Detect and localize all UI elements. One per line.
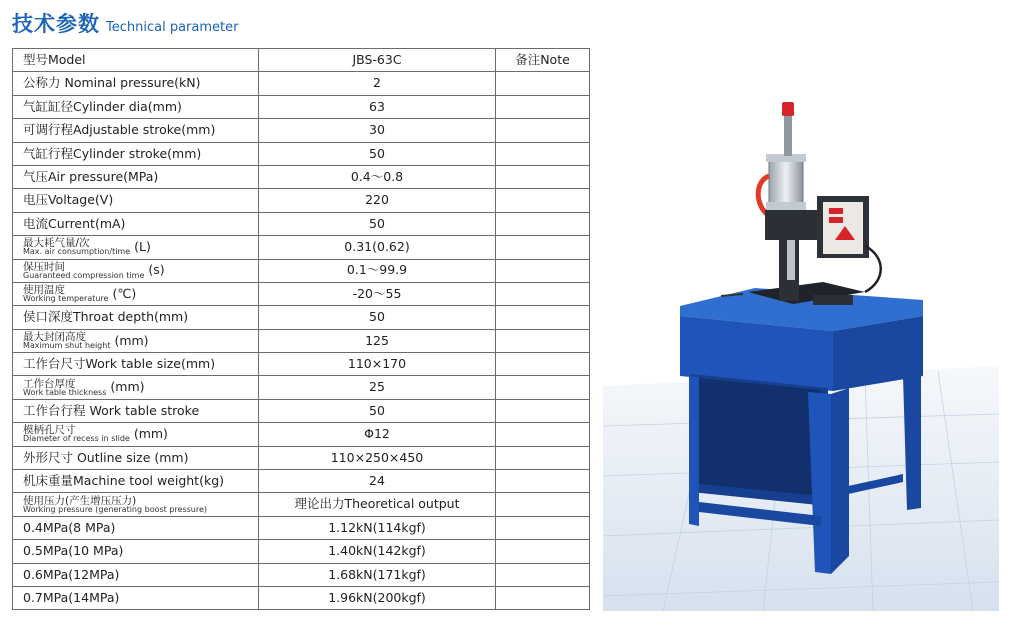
param-note — [496, 282, 590, 305]
param-label — [13, 236, 259, 259]
param-label: 工作台行程 Work table stroke — [13, 399, 259, 422]
param-unit: (L) — [134, 239, 151, 255]
table-row — [13, 259, 590, 282]
param-value: 理论出力Theoretical output — [259, 493, 496, 516]
param-value: 110×170 — [259, 353, 496, 376]
param-label-zh: 模柄孔尺寸 — [23, 424, 76, 437]
param-note — [496, 423, 590, 446]
param-label: 侯口深度Throat depth(mm) — [13, 306, 259, 329]
table-row — [13, 423, 590, 446]
param-note — [496, 516, 590, 539]
table-row — [13, 540, 590, 563]
note-label: 备注Note — [496, 49, 590, 72]
param-label: 0.6MPa(12MPa) — [13, 563, 259, 586]
param-unit: (s) — [148, 262, 165, 278]
table-row — [13, 516, 590, 539]
param-note — [496, 212, 590, 235]
param-value: 50 — [259, 142, 496, 165]
param-value: 220 — [259, 189, 496, 212]
param-label-zh: 最大耗气量/次 — [23, 237, 90, 250]
param-note — [496, 586, 590, 609]
param-value: 0.1～99.9 — [259, 259, 496, 282]
table-row — [13, 446, 590, 469]
param-value: 1.12kN(114kgf) — [259, 516, 496, 539]
param-label-en: Max. air consumption/time — [23, 247, 131, 257]
table-header-row — [13, 49, 590, 72]
model-value: JBS-63C — [259, 49, 496, 72]
param-label: 0.7MPa(14MPa) — [13, 586, 259, 609]
table-row — [13, 119, 590, 142]
param-value: 50 — [259, 306, 496, 329]
param-label-en: Guaranteed compression time — [23, 270, 145, 280]
table-row — [13, 493, 590, 516]
param-note — [496, 446, 590, 469]
param-label: 0.4MPa(8 MPa) — [13, 516, 259, 539]
param-label: 电流Current(mA) — [13, 212, 259, 235]
param-label — [13, 376, 259, 399]
param-value: 50 — [259, 399, 496, 422]
param-note — [496, 329, 590, 352]
param-label — [13, 493, 259, 516]
table-row — [13, 306, 590, 329]
param-label: 机床重量Machine tool weight(kg) — [13, 470, 259, 493]
table-row — [13, 165, 590, 188]
param-label-zh: 保压时间 — [23, 260, 65, 273]
param-label-zh: 使用压力(产生增压压力) — [23, 494, 137, 507]
param-label-en: Diameter of recess in slide — [23, 434, 130, 444]
param-label — [13, 423, 259, 446]
param-value: 0.31(0.62) — [259, 236, 496, 259]
param-note — [496, 470, 590, 493]
param-value: 1.68kN(171kgf) — [259, 563, 496, 586]
param-value: 50 — [259, 212, 496, 235]
param-label: 0.5MPa(10 MPa) — [13, 540, 259, 563]
table-row — [13, 95, 590, 118]
param-value: 110×250×450 — [259, 446, 496, 469]
param-note — [496, 72, 590, 95]
param-note — [496, 306, 590, 329]
title-chinese: 技术参数 — [12, 12, 100, 36]
param-label-zh: 使用温度 — [23, 284, 65, 297]
param-note — [496, 563, 590, 586]
param-label — [13, 259, 259, 282]
param-value: 63 — [259, 95, 496, 118]
param-note — [496, 142, 590, 165]
table-row — [13, 470, 590, 493]
table-row — [13, 212, 590, 235]
title-english: Technical parameter — [106, 20, 239, 35]
table-row — [13, 142, 590, 165]
table-row — [13, 586, 590, 609]
param-label-en: Working pressure (generating boost pressure) — [23, 504, 208, 514]
table-row — [13, 282, 590, 305]
param-label: 公称力 Nominal pressure(kN) — [13, 72, 259, 95]
param-note — [496, 95, 590, 118]
param-note — [496, 236, 590, 259]
param-label: 可调行程Adjustable stroke(mm) — [13, 119, 259, 142]
param-note — [496, 119, 590, 142]
param-note — [496, 165, 590, 188]
param-value: 1.40kN(142kgf) — [259, 540, 496, 563]
param-label — [13, 329, 259, 352]
param-label: 气缸行程Cylinder stroke(mm) — [13, 142, 259, 165]
param-value: 25 — [259, 376, 496, 399]
param-value: 24 — [259, 470, 496, 493]
param-value: -20～55 — [259, 282, 496, 305]
param-note — [496, 399, 590, 422]
param-value: 1.96kN(200kgf) — [259, 586, 496, 609]
param-value: 2 — [259, 72, 496, 95]
param-label-en: Work table thickness — [23, 387, 107, 397]
param-label-zh: 最大封闭高度 — [23, 330, 86, 343]
param-label-zh: 工作台厚度 — [23, 377, 76, 390]
table-row — [13, 376, 590, 399]
param-label-en: Working temperature — [23, 294, 109, 304]
param-note — [496, 493, 590, 516]
param-label: 气缸缸径Cylinder dia(mm) — [13, 95, 259, 118]
param-label: 电压Voltage(V) — [13, 189, 259, 212]
param-label: 外形尺寸 Outline size (mm) — [13, 446, 259, 469]
param-note — [496, 353, 590, 376]
param-note — [496, 376, 590, 399]
param-unit: (mm) — [114, 332, 149, 348]
param-value: Φ12 — [259, 423, 496, 446]
param-value: 30 — [259, 119, 496, 142]
param-note — [496, 540, 590, 563]
param-unit: (mm) — [110, 379, 145, 395]
table-row — [13, 399, 590, 422]
table-row — [13, 189, 590, 212]
param-unit: (℃) — [112, 285, 137, 301]
table-row — [13, 72, 590, 95]
table-row — [13, 236, 590, 259]
table-row — [13, 353, 590, 376]
table-row — [13, 329, 590, 352]
param-label-en: Maximum shut height — [23, 340, 111, 350]
table-row — [13, 563, 590, 586]
param-note — [496, 259, 590, 282]
machine-photo — [603, 96, 999, 611]
param-label: 工作台尺寸Work table size(mm) — [13, 353, 259, 376]
param-label — [13, 282, 259, 305]
model-label: 型号Model — [13, 49, 259, 72]
param-note — [496, 189, 590, 212]
param-value: 125 — [259, 329, 496, 352]
spec-table — [12, 48, 590, 610]
page-title — [12, 8, 238, 38]
param-unit: (mm) — [133, 426, 168, 442]
param-value: 0.4～0.8 — [259, 165, 496, 188]
param-label: 气压Air pressure(MPa) — [13, 165, 259, 188]
